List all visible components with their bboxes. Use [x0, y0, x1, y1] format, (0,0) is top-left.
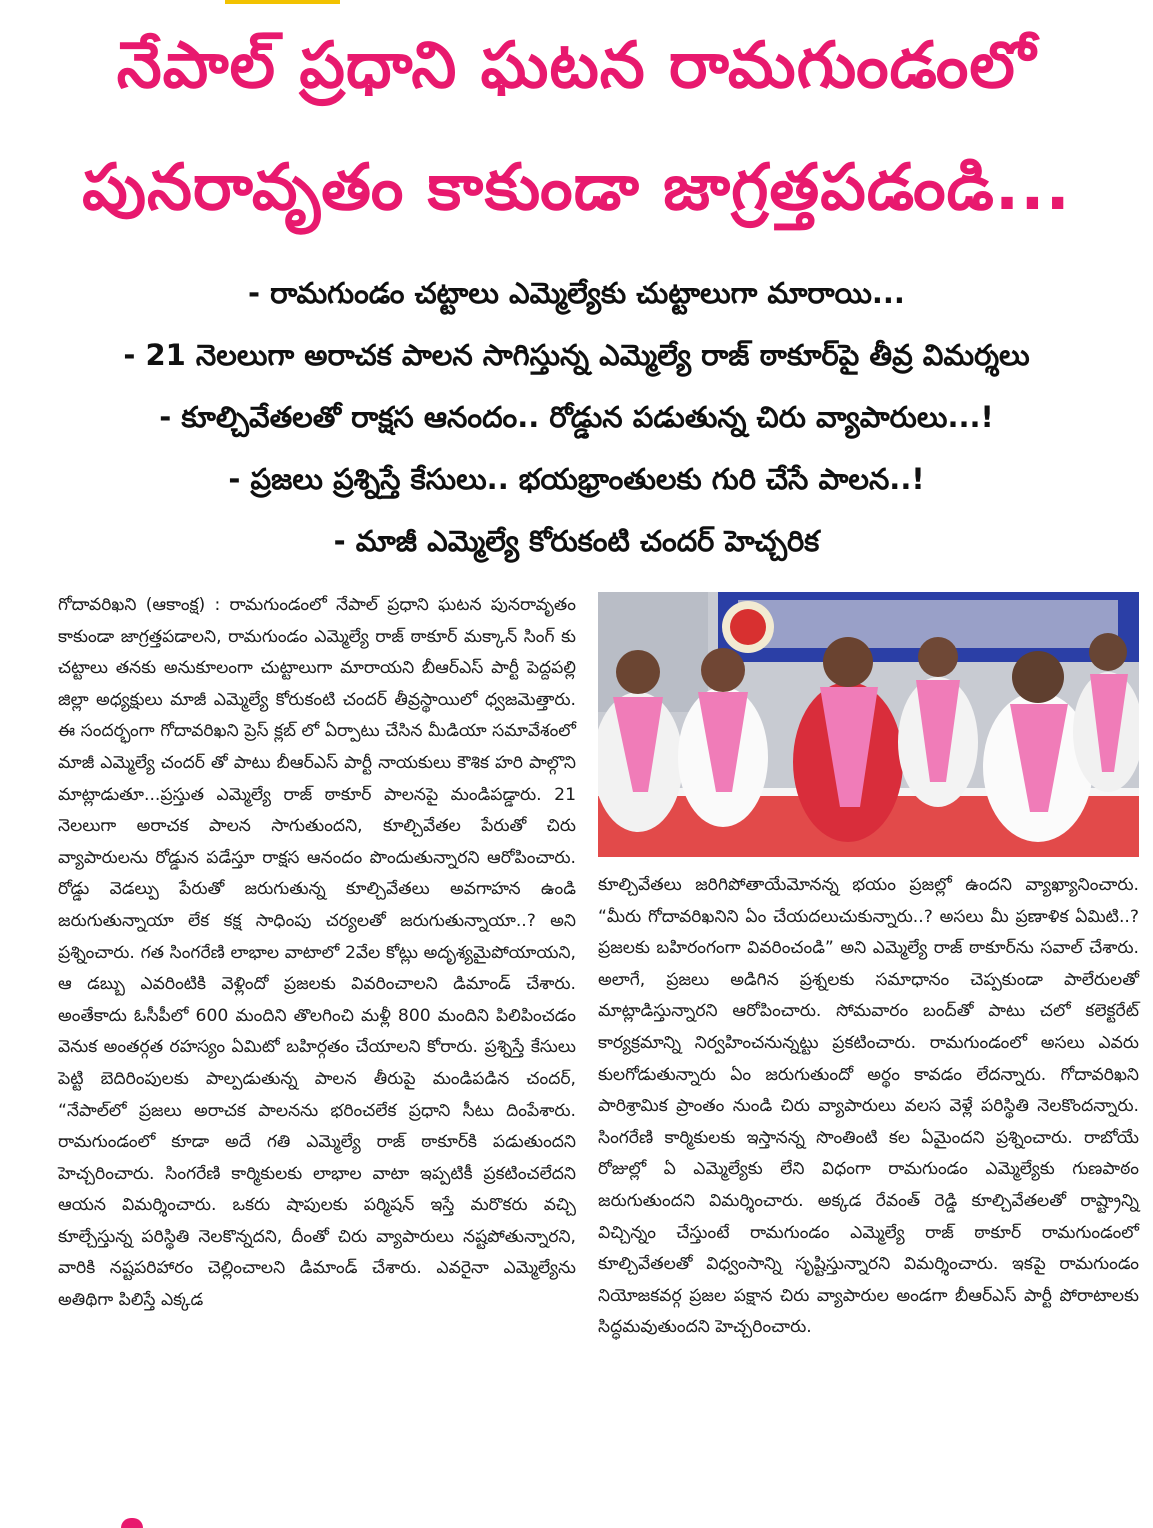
article-column-right: [598, 870, 1139, 1344]
subheading: - కూల్చివేతలతో రాక్షస ఆనందం.. రోడ్డున పడుతున్న చిరు వ్యాపారులు...!: [159, 400, 994, 434]
subheading: - ప్రజలు ప్రశ్నిస్తే కేసులు.. భయభ్రాంతులకు గురి చేసే పాలన..!: [228, 462, 925, 496]
article-text-left: గోదావరిఖని (ఆకాంక్ష) : రామగుండంలో నేపాల్ ప్రధాని ఘటన పునరావృతం కాకుండా జాగ్రత్తపడాలని, రామగుండం ఎమ్మెల్యే రాజ్ ఠాకూర్ మక్కాన్ సింగ్ కు చట్టాలు తనకు అనుకూలంగా చుట్టాలుగా మారాయని బీఆర్ఎస్ పార్టీ పెద్దపల్లి జిల్లా అధ్యక్షులు మాజీ ఎమ్మెల్యే కోరుకంటి చందర్ తీవ్రస్థాయిలో ధ్వజమెత్తారు. ఈ సందర్భంగా గోదావరిఖని ప్రెస్ క్లబ్ లో ఏర్పాటు చేసిన మీడియా సమావేశంలో మాజీ ఎమ్మెల్యే చందర్ తో పాటు బీఆర్ఎస్ పార్టీ నాయకులు కౌశిక హరి పాల్గొని మాట్లాడుతూ...ప్రస్తుత ఎమ్మెల్యే రాజ్ ఠాకూర్ పాలనపై మండిపడ్డారు. 21 నెలలుగా అరాచక పాలన సాగుతుందని, కూల్చివేతల పేరుతో చిరు వ్యాపారులను రోడ్డున పడేస్తూ రాక్షస ఆనందం పొందుతున్నారని ఆరోపించారు. రోడ్డు వెడల్పు పేరుతో జరుగుతున్న కూల్చివేతలు అవగాహన ఉండి జరుగుతున్నాయా లేక కక్ష సాధింపు చర్యలతో జరుగుతున్నాయా..? అని ప్రశ్నించారు. గత సింగరేణి లాభాల వాటాలో 2వేల కోట్లు అదృశ్యమైపోయాయని, ఆ డబ్బు ఎవరింటికి వెళ్లిందో ప్రజలకు వివరించాలని డిమాండ్ చేశారు. అంతేకాదు ఓసీపీలో 600 మందిని తొలగించి మళ్లీ 800 మందిని పిలిపించడం వెనుక అంతర్గత రహస్యం ఏమిటో బహిర్గతం చేయాలని కోరారు. ప్రశ్నిస్తే కేసులు పెట్టి బెదిరింపులకు పాల్పడుతున్న పాలన తీరుపై మండిపడిన చందర్, “నేపాల్‌లో ప్రజలు అరాచక పాలనను భరించలేక ప్రధాని సీటు దింపేశారు. రామగుండంలో కూడా అదే గతి ఎమ్మెల్యే రాజ్ ఠాకూర్‌కి పడుతుందని హెచ్చరించారు. సింగరేణి కార్మికులకు లాభాల వాటా ఇప్పటికీ ప్రకటించలేదని ఆయన విమర్శించారు. ఒకరు షాపులకు పర్మిషన్ ఇస్తే మరొకరు వచ్చి కూల్చేస్తున్న పరిస్థితి నెలకొన్నదని, దీంతో చిరు వ్యాపారులు నష్టపోతున్నారని, వారికి నష్టపరిహారం చెల్లించాలని డిమాండ్ చేశారు. ఎవరైనా ఎమ్మెల్యేను అతిథిగా పిలిస్తే ఎక్కడ: [58, 595, 576, 1311]
subheading: - 21 నెలలుగా అరాచక పాలన సాగిస్తున్న ఎమ్మెల్యే రాజ్ ఠాకూర్‌పై తీవ్ర విమర్శలు: [123, 338, 1030, 372]
headline-line-1: నేపాల్ ప్రధాని ఘటన రామగుండంలో: [116, 29, 1037, 103]
top-accent-strip: [225, 0, 340, 4]
subheading: - మాజీ ఎమ్మెల్యే కోరుకంటి చందర్ హెచ్చరిక: [333, 524, 820, 558]
press-meet-photo: [598, 592, 1139, 857]
subheadings: [0, 262, 1153, 572]
article-text-right: కూల్చివేతలు జరిగిపోతాయేమోనన్న భయం ప్రజల్లో ఉందని వ్యాఖ్యానించారు. “మీరు గోదావరిఖనిని ఏం చేయదలుచుకున్నారు..? అసలు మీ ప్రణాళిక ఏమిటి..? ప్రజలకు బహిరంగంగా వివరించండి” అని ఎమ్మెల్యే రాజ్ ఠాకూర్‌ను సవాల్ చేశారు. అలాగే, ప్రజలు అడిగిన ప్రశ్నలకు సమాధానం చెప్పకుండా పాలేరులతో మాట్లాడిస్తున్నారని ఆరోపించారు. సోమవారం బంద్‌తో పాటు చలో కలెక్టరేట్ కార్యక్రమాన్ని నిర్వహించనున్నట్టు ప్రకటించారు. రామగుండంలో అసలు ఎవరు కులగోడుతున్నారు ఏం జరుగుతుందో అర్థం కావడం లేదన్నారు. గోదావరిఖని పారిశ్రామిక ప్రాంతం నుండి చిరు వ్యాపారులు వలస వెళ్లే పరిస్థితి నెలకొందన్నారు. సింగరేణి కార్మికులకు ఇస్తానన్న సొంతింటి కల ఏమైందని ప్రశ్నించారు. రాబోయే రోజుల్లో ఏ ఎమ్మెల్యేకు లేని విధంగా రామగుండం ఎమ్మెల్యేకు గుణపాఠం జరుగుతుందని విమర్శించారు. అక్కడ రేవంత్ రెడ్డి కూల్చివేతలతో రాష్ట్రాన్ని విచ్చిన్నం చేస్తుంటే రామగుండం ఎమ్మెల్యే రాజ్ ఠాకూర్ రామగుండంలో కూల్చివేతలతో విధ్వంసాన్ని సృష్టిస్తున్నారని విమర్శించారు. ఇకపై రామగుండం నియోజకవర్గ ప్రజల పక్షాన చిరు వ్యాపారుల అండగా బీఆర్ఎస్ పార్టీ పోరాటాలకు సిద్ధమవుతుందని హెచ్చరించారు.: [598, 875, 1139, 1338]
article-column-left: [58, 590, 576, 1317]
headline-line-2: పునరావృతం కాకుండా జాగ్రత్తపడండి...: [82, 151, 1071, 225]
subheading: - రామగుండం చట్టాలు ఎమ్మెల్యేకు చుట్టాలుగా మారాయి...: [248, 276, 905, 310]
